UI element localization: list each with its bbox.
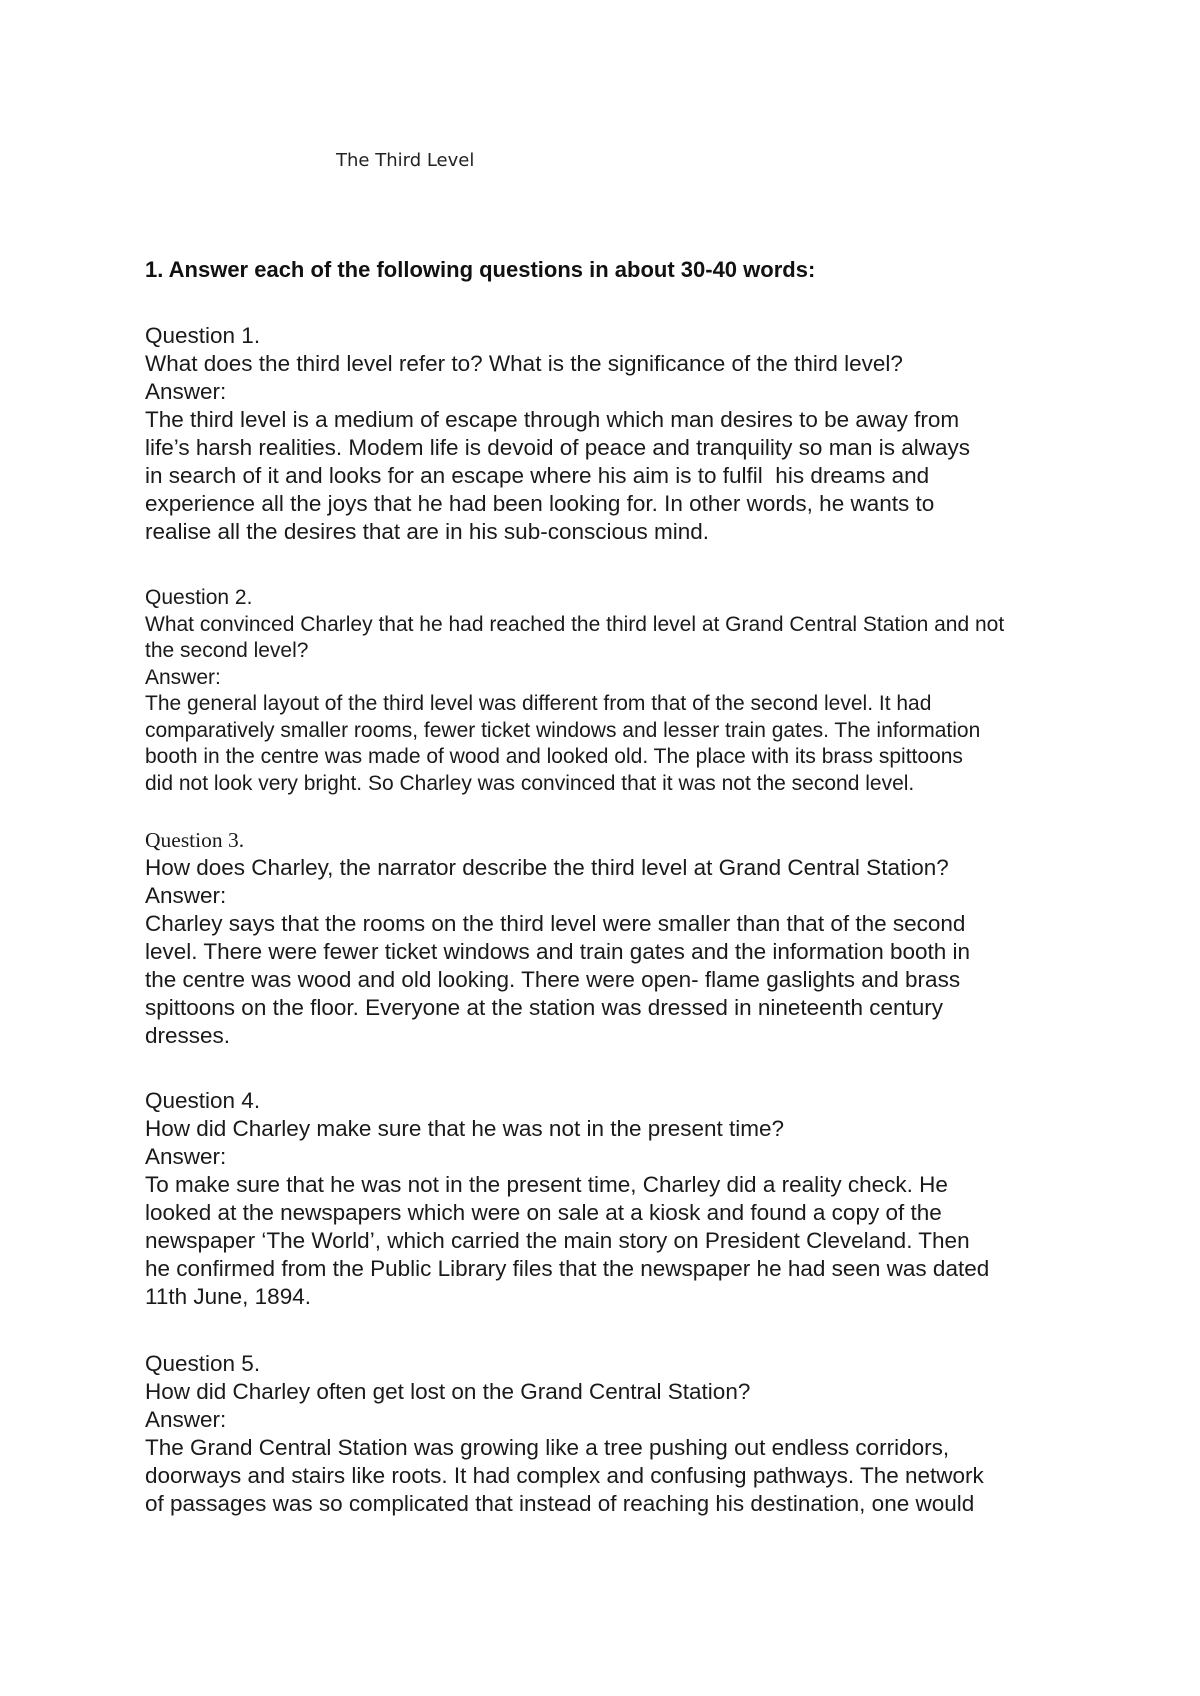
document-title: The Third Level — [336, 150, 475, 171]
question-text-line: How did Charley often get lost on the Grand Central Station? — [145, 1379, 751, 1404]
answer-label: Answer: — [145, 379, 227, 404]
question-label: Question 5. — [145, 1351, 261, 1376]
answer-text-line: doorways and stairs like roots. It had complex and confusing pathways. The network — [145, 1463, 984, 1488]
question-text-line: What convinced Charley that he had reached the third level at Grand Central Station and not — [145, 612, 1005, 636]
answer-text-line: experience all the joys that he had been looking for. In other words, he wants to — [145, 491, 935, 516]
answer-text-line: did not look very bright. So Charley was convinced that it was not the second level. — [145, 771, 915, 795]
answer-text-line: The third level is a medium of escape through which man desires to be away from — [145, 407, 960, 432]
answer-text-line: dresses. — [145, 1023, 231, 1048]
answer-text-line: of passages was so complicated that instead of reaching his destination, one would — [145, 1491, 975, 1516]
answer-label: Answer: — [145, 1407, 227, 1432]
answer-text-line: comparatively smaller rooms, fewer ticket windows and lesser train gates. The information — [145, 718, 981, 742]
question-block-4 — [145, 1087, 1075, 1311]
answer-text-line: he confirmed from the Public Library files that the newspaper he had seen was dated — [145, 1256, 990, 1281]
answer-label: Answer: — [145, 665, 221, 689]
answer-text-line: newspaper ‘The World’, which carried the main story on President Cleveland. Then — [145, 1228, 970, 1253]
question-block-3 — [145, 826, 1075, 1050]
question-label: Question 3. — [145, 828, 245, 852]
question-text-line: How did Charley make sure that he was not in the present time? — [145, 1116, 785, 1141]
answer-text-line: booth in the centre was made of wood and looked old. The place with its brass spittoons — [145, 745, 963, 768]
answer-text-line: life’s harsh realities. Modem life is devoid of peace and tranquility so man is always — [145, 435, 970, 460]
answer-text-line: the centre was wood and old looking. There were open- flame gaslights and brass — [145, 967, 961, 992]
question-block-5 — [145, 1350, 1075, 1518]
question-block-2 — [145, 585, 1075, 797]
answer-label: Answer: — [145, 883, 227, 908]
question-label: Question 2. — [145, 586, 253, 609]
answer-text-line: in search of it and looks for an escape where his aim is to fulfil his dreams and — [145, 463, 930, 488]
answer-text-line: realise all the desires that are in his sub-conscious mind. — [145, 519, 710, 544]
answer-text-line: Charley says that the rooms on the third level were smaller than that of the second — [145, 911, 966, 936]
answer-text-line: To make sure that he was not in the present time, Charley did a reality check. He — [145, 1172, 948, 1197]
question-block-1 — [145, 322, 1075, 546]
section-heading: 1. Answer each of the following questions in about 30-40 words: — [145, 257, 816, 282]
answer-text-line: 11th June, 1894. — [145, 1284, 311, 1309]
question-text-line: the second level? — [145, 639, 309, 662]
question-text-line: What does the third level refer to? What is the significance of the third level? — [145, 351, 903, 376]
answer-text-line: The general layout of the third level was different from that of the second level. It had — [145, 692, 932, 715]
question-text-line: How does Charley, the narrator describe the third level at Grand Central Station? — [145, 855, 949, 880]
answer-text-line: looked at the newspapers which were on sale at a kiosk and found a copy of the — [145, 1200, 942, 1225]
answer-text-line: level. There were fewer ticket windows and train gates and the information booth in — [145, 939, 971, 964]
answer-text-line: The Grand Central Station was growing like a tree pushing out endless corridors, — [145, 1435, 950, 1460]
question-label: Question 4. — [145, 1088, 261, 1113]
question-label: Question 1. — [145, 323, 261, 348]
answer-text-line: spittoons on the floor. Everyone at the station was dressed in nineteenth century — [145, 995, 943, 1020]
answer-label: Answer: — [145, 1144, 227, 1169]
